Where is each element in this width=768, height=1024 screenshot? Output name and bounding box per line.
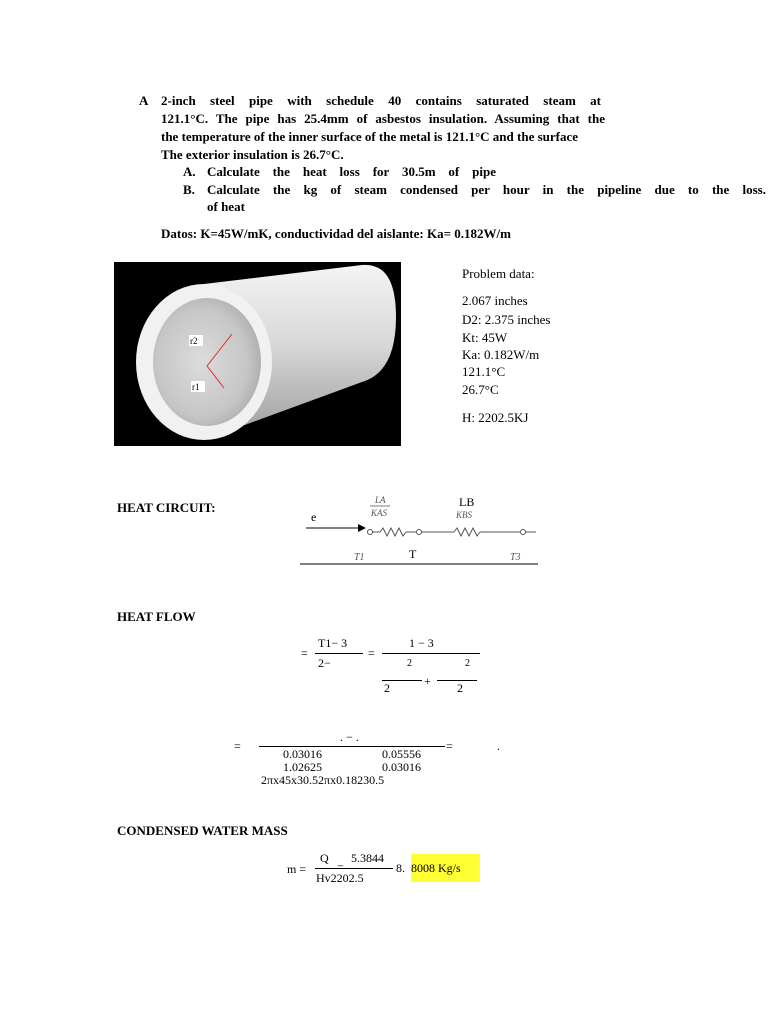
problem-data-item: Ka: 0.182W/m: [462, 347, 540, 362]
datos-line: Datos: K=45W/mK, conductividad del aislante: Ka= 0.182W/m: [161, 226, 511, 241]
la-label: LA: [375, 495, 386, 505]
heat-flow-den-1: 2−: [318, 656, 331, 670]
problem-data-item: D2: 2.375 inches: [462, 312, 551, 327]
heat-flow-row2-q: =: [234, 739, 241, 753]
pipe-figure: [114, 262, 401, 446]
kbs-label: KBS: [456, 510, 473, 520]
circuit-svg: [298, 488, 542, 568]
heat-flow-plus: +: [424, 674, 431, 688]
heat-circuit-heading: HEAT CIRCUIT:: [117, 500, 216, 515]
lb-label: LB: [459, 495, 475, 509]
item-a-label: A.: [183, 164, 196, 179]
t3-label: T3: [510, 552, 521, 563]
problem-line-3: the temperature of the inner surface of the metal is 121.1°C and the surface: [161, 129, 579, 144]
item-a-text: Calculate the heat loss for 30.5m of pipe: [207, 164, 496, 179]
problem-data-item: 26.7°C: [462, 382, 499, 397]
t-label: T: [409, 547, 417, 561]
problem-data-item: 2.067 inches: [462, 293, 528, 308]
heat-flow-num-1: T1− 3: [318, 636, 348, 650]
problem-data-item: Kt: 45W: [462, 330, 508, 345]
problem-data-heading: Problem data:: [462, 266, 535, 281]
problem-line-2: 121.1°C. The pipe has 25.4mm of asbestos insulation. Assuming that the: [161, 111, 605, 126]
heat-flow-eq-1: =: [301, 646, 308, 660]
problem-label-a: A: [139, 93, 149, 108]
heat-flow-den2b: 2: [457, 681, 463, 695]
condensed-q: Q: [320, 851, 329, 865]
heat-flow-row2-eq: =: [446, 739, 453, 753]
condensed-m-label: m =: [287, 862, 307, 876]
heat-flow-row2-d2: 0.03016: [382, 760, 421, 774]
heat-flow-row2-num: . − .: [340, 730, 359, 744]
heat-flow-row2-n2: 0.05556: [382, 747, 421, 761]
heat-flow-fracbar-2: [382, 653, 480, 654]
r1-label: r1: [192, 382, 200, 392]
condensed-fracbar: [315, 868, 393, 869]
heat-flow-row2-n1: 0.03016: [283, 747, 322, 761]
condensed-result-b: 8008 Kg/s: [411, 861, 461, 875]
condensed-eq: =: [337, 860, 344, 874]
heat-flow-den2a: 2: [384, 681, 390, 695]
trailing-dot: .: [497, 739, 500, 753]
heat-flow-r2a: 2: [407, 658, 412, 669]
problem-line-1: 2-inch steel pipe with schedule 40 contains saturated steam at: [161, 93, 601, 108]
item-b-text: Calculate the kg of steam condensed per hour in the pipeline due to the loss.: [207, 182, 766, 197]
condensed-result-a: 8.: [396, 861, 405, 875]
r2-label: r2: [190, 336, 198, 346]
heat-flow-heading: HEAT FLOW: [117, 609, 196, 624]
heat-flow-fracbar-1: [315, 653, 363, 654]
t1-label: T1: [354, 552, 365, 563]
heat-circuit-diagram: [298, 488, 542, 568]
heat-flow-num-2: 1 − 3: [409, 636, 434, 650]
condensed-q-val: 5.3844: [351, 851, 384, 865]
item-b-label: B.: [183, 182, 195, 197]
condensed-heading: CONDENSED WATER MASS: [117, 823, 288, 838]
e-label: e: [311, 510, 317, 524]
heat-flow-row2-den: 2πx45x30.52πx0.18230.5: [261, 773, 385, 787]
kas-label: KAS: [371, 508, 388, 518]
heat-flow-eq-2: =: [368, 646, 375, 660]
heat-flow-r2b: 2: [465, 658, 470, 669]
condensed-hv: Hv2202.5: [316, 871, 364, 885]
pipe-illustration: [114, 262, 401, 446]
heat-flow-row2-d1: 1.02625: [283, 760, 322, 774]
item-b-continuation: of heat: [207, 199, 245, 214]
problem-data-item: 121.1°C: [462, 364, 506, 379]
problem-line-4: The exterior insulation is 26.7°C.: [161, 147, 344, 162]
problem-data-h: H: 2202.5KJ: [462, 410, 529, 425]
